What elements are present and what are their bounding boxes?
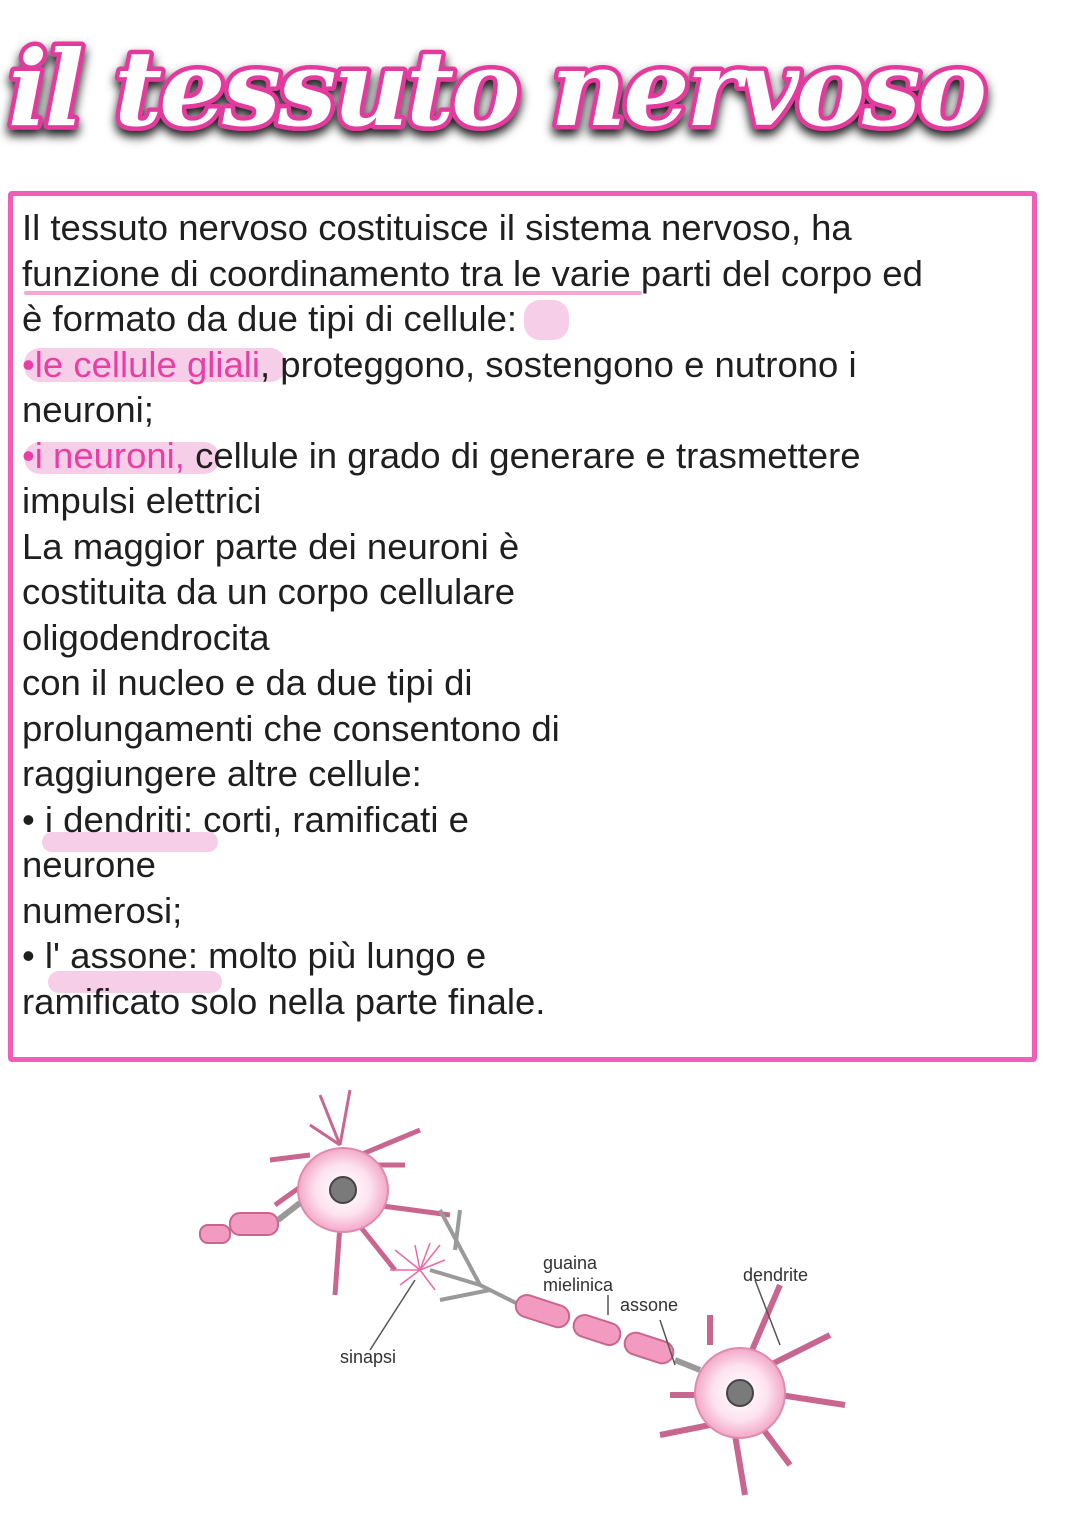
label-guaina: guaina (543, 1253, 598, 1273)
text-line: raggiungere altre cellule: (22, 753, 422, 794)
text-line: Il tessuto nervoso costituisce il sistema nervoso, ha (22, 207, 852, 248)
text-line: è formato da due tipi di cellule: (22, 298, 518, 339)
neuron-diagram (190, 1085, 870, 1515)
text-line: molto più lungo e (197, 935, 487, 976)
text-line: costituita da un corpo cellulare (22, 571, 516, 612)
text-line: cellule in grado di generare e trasmettere (184, 434, 861, 476)
label-mielinica: mielinica (543, 1275, 614, 1295)
label-assone: assone (620, 1295, 679, 1315)
bullet-cellule-gliali: •le cellule gliali (22, 343, 260, 385)
bullet-dendriti: • i dendriti: (22, 798, 194, 840)
title-text: il tessuto nervoso (8, 27, 985, 150)
label-sinapsi: sinapsi (340, 1347, 397, 1367)
right-neuron (660, 1285, 845, 1495)
axon-terminal (430, 1210, 520, 1305)
text-line: con il nucleo e da due tipi di (22, 662, 473, 703)
bullet-neuroni: •i neuroni, (22, 434, 185, 476)
text-line: funzione di coordinamento tra le varie parti del corpo ed (22, 252, 923, 294)
synapse-burst (390, 1243, 445, 1290)
text-line: prolungamenti che consentono di (22, 707, 560, 749)
text-line: ramificato solo nella parte finale. (22, 980, 546, 1022)
label-dendrite: dendrite (743, 1265, 809, 1285)
bullet-assone: • l' assone: (22, 935, 198, 976)
page-title (0, 0, 1080, 180)
body-text (22, 205, 1032, 1024)
text-line: neuroni; (22, 389, 154, 430)
text-line: impulsi elettrici (22, 480, 262, 521)
text-line: corti, ramificati e (193, 798, 469, 840)
text-line: oligodendrocita (22, 616, 270, 658)
text-line: La maggior parte dei neuroni è (22, 525, 520, 567)
text-line: , proteggono, sostengono e nutrono i (259, 343, 857, 385)
text-line: neurone (22, 844, 156, 885)
text-line: numerosi; (22, 889, 183, 931)
